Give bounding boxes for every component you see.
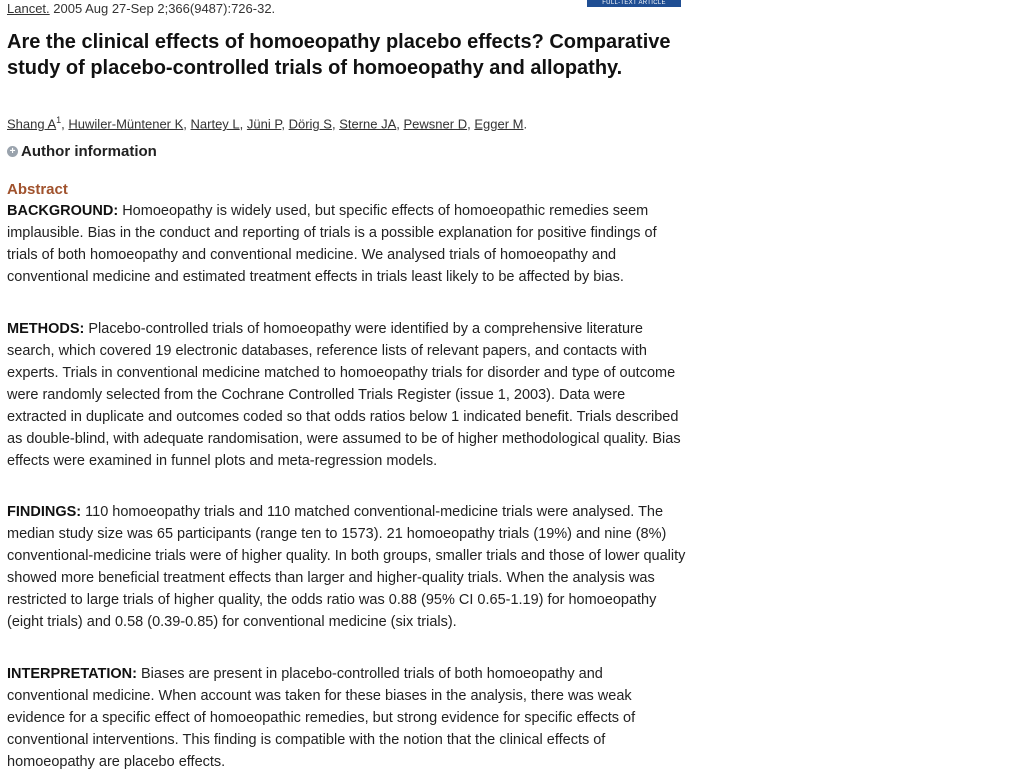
section-label: FINDINGS:	[7, 504, 82, 520]
abstract-background	[7, 200, 687, 288]
section-label: BACKGROUND:	[7, 203, 119, 219]
abstract-methods	[7, 318, 687, 472]
section-text: 110 homoeopathy trials and 110 matched conventional-medicine trials were analysed. The median study size was 65 participants (range ten to 1573). 21 homoeopathy trials (19%) and nine (8%) conventional-medicine trials were of higher quality. In both groups, smaller trials and those of lower quality showed more beneficial treatment effects than larger and higher-quality trials. When the analysis was restricted to large trials of higher quality, the odds ratio was 0.88 (95% CI 0.65-1.19) for homoeopathy (eight trials) and 0.58 (0.39-0.85) for conventional medicine (six trials).	[7, 504, 686, 630]
citation-details: 2005 Aug 27-Sep 2;366(9487):726-32.	[49, 1, 276, 16]
section-label: INTERPRETATION:	[7, 666, 137, 682]
abstract-findings	[7, 501, 687, 633]
author-link[interactable]: Sterne JA	[339, 116, 397, 132]
author-link[interactable]: Huwiler-Müntener K	[68, 116, 184, 132]
author-link[interactable]: Pewsner D	[403, 116, 468, 132]
abstract-heading: Abstract	[7, 181, 68, 198]
full-text-article-button[interactable]: FULL-TEXT ARTICLE	[587, 0, 681, 7]
plus-circle-icon[interactable]: +	[7, 146, 18, 157]
author-link[interactable]: Dörig S	[288, 116, 332, 132]
author-information-label: Author information	[21, 143, 157, 160]
abstract-interpretation	[7, 663, 687, 773]
citation	[7, 1, 275, 16]
journal-link[interactable]: Lancet.	[7, 1, 50, 16]
author-link[interactable]: Jüni P	[246, 116, 282, 132]
author-link[interactable]: Egger M	[474, 116, 524, 132]
section-label: METHODS:	[7, 321, 85, 337]
author-link[interactable]: Nartey L	[190, 116, 240, 132]
author-information-toggle[interactable]	[7, 143, 157, 160]
affiliation-marker: 1	[56, 115, 62, 125]
author-list: Shang $A^1$, Huwiler-Müntener K, Nartey L, Jüni P, Dörig S, Sterne JA, Pewsner D, Egger M.	[7, 115, 528, 132]
author-link[interactable]: Shang A	[7, 116, 57, 132]
section-text: Homoeopathy is widely used, but specific effects of homoeopathic remedies seem implausible. Bias in the conduct and reporting of trials is a possible explanation for positive findings of trials of both homoeopathy and conventional medicine. We analysed trials of homoeopathy and conventional medicine and estimated treatment effects in trials least likely to be affected by bias.	[7, 203, 657, 285]
article-title: Are the clinical effects of homoeopathy placebo effects? Comparative study of placebo-controlled trials of homoeopathy and allopathy.	[7, 31, 671, 79]
section-text: Placebo-controlled trials of homoeopathy were identified by a comprehensive literature search, which covered 19 electronic databases, reference lists of relevant papers, and contacts with experts. Trials in conventional medicine matched to homoeopathy trials for disorder and type of outcome were randomly selected from the Cochrane Controlled Trials Register (issue 1, 2003). Data were extracted in duplicate and outcomes coded so that odds ratios below 1 indicated benefit. Trials described as double-blind, with adequate randomisation, were assumed to be of higher methodological quality. Bias effects were examined in funnel plots and meta-regression models.	[7, 321, 681, 469]
section-text: Biases are present in placebo-controlled trials of both homoeopathy and conventional medicine. When account was taken for these biases in the analysis, there was weak evidence for a specific effect of homoeopathic remedies, but strong evidence for specific effects of conventional interventions. This finding is compatible with the notion that the clinical effects of homoeopathy are placebo effects.	[7, 666, 636, 770]
